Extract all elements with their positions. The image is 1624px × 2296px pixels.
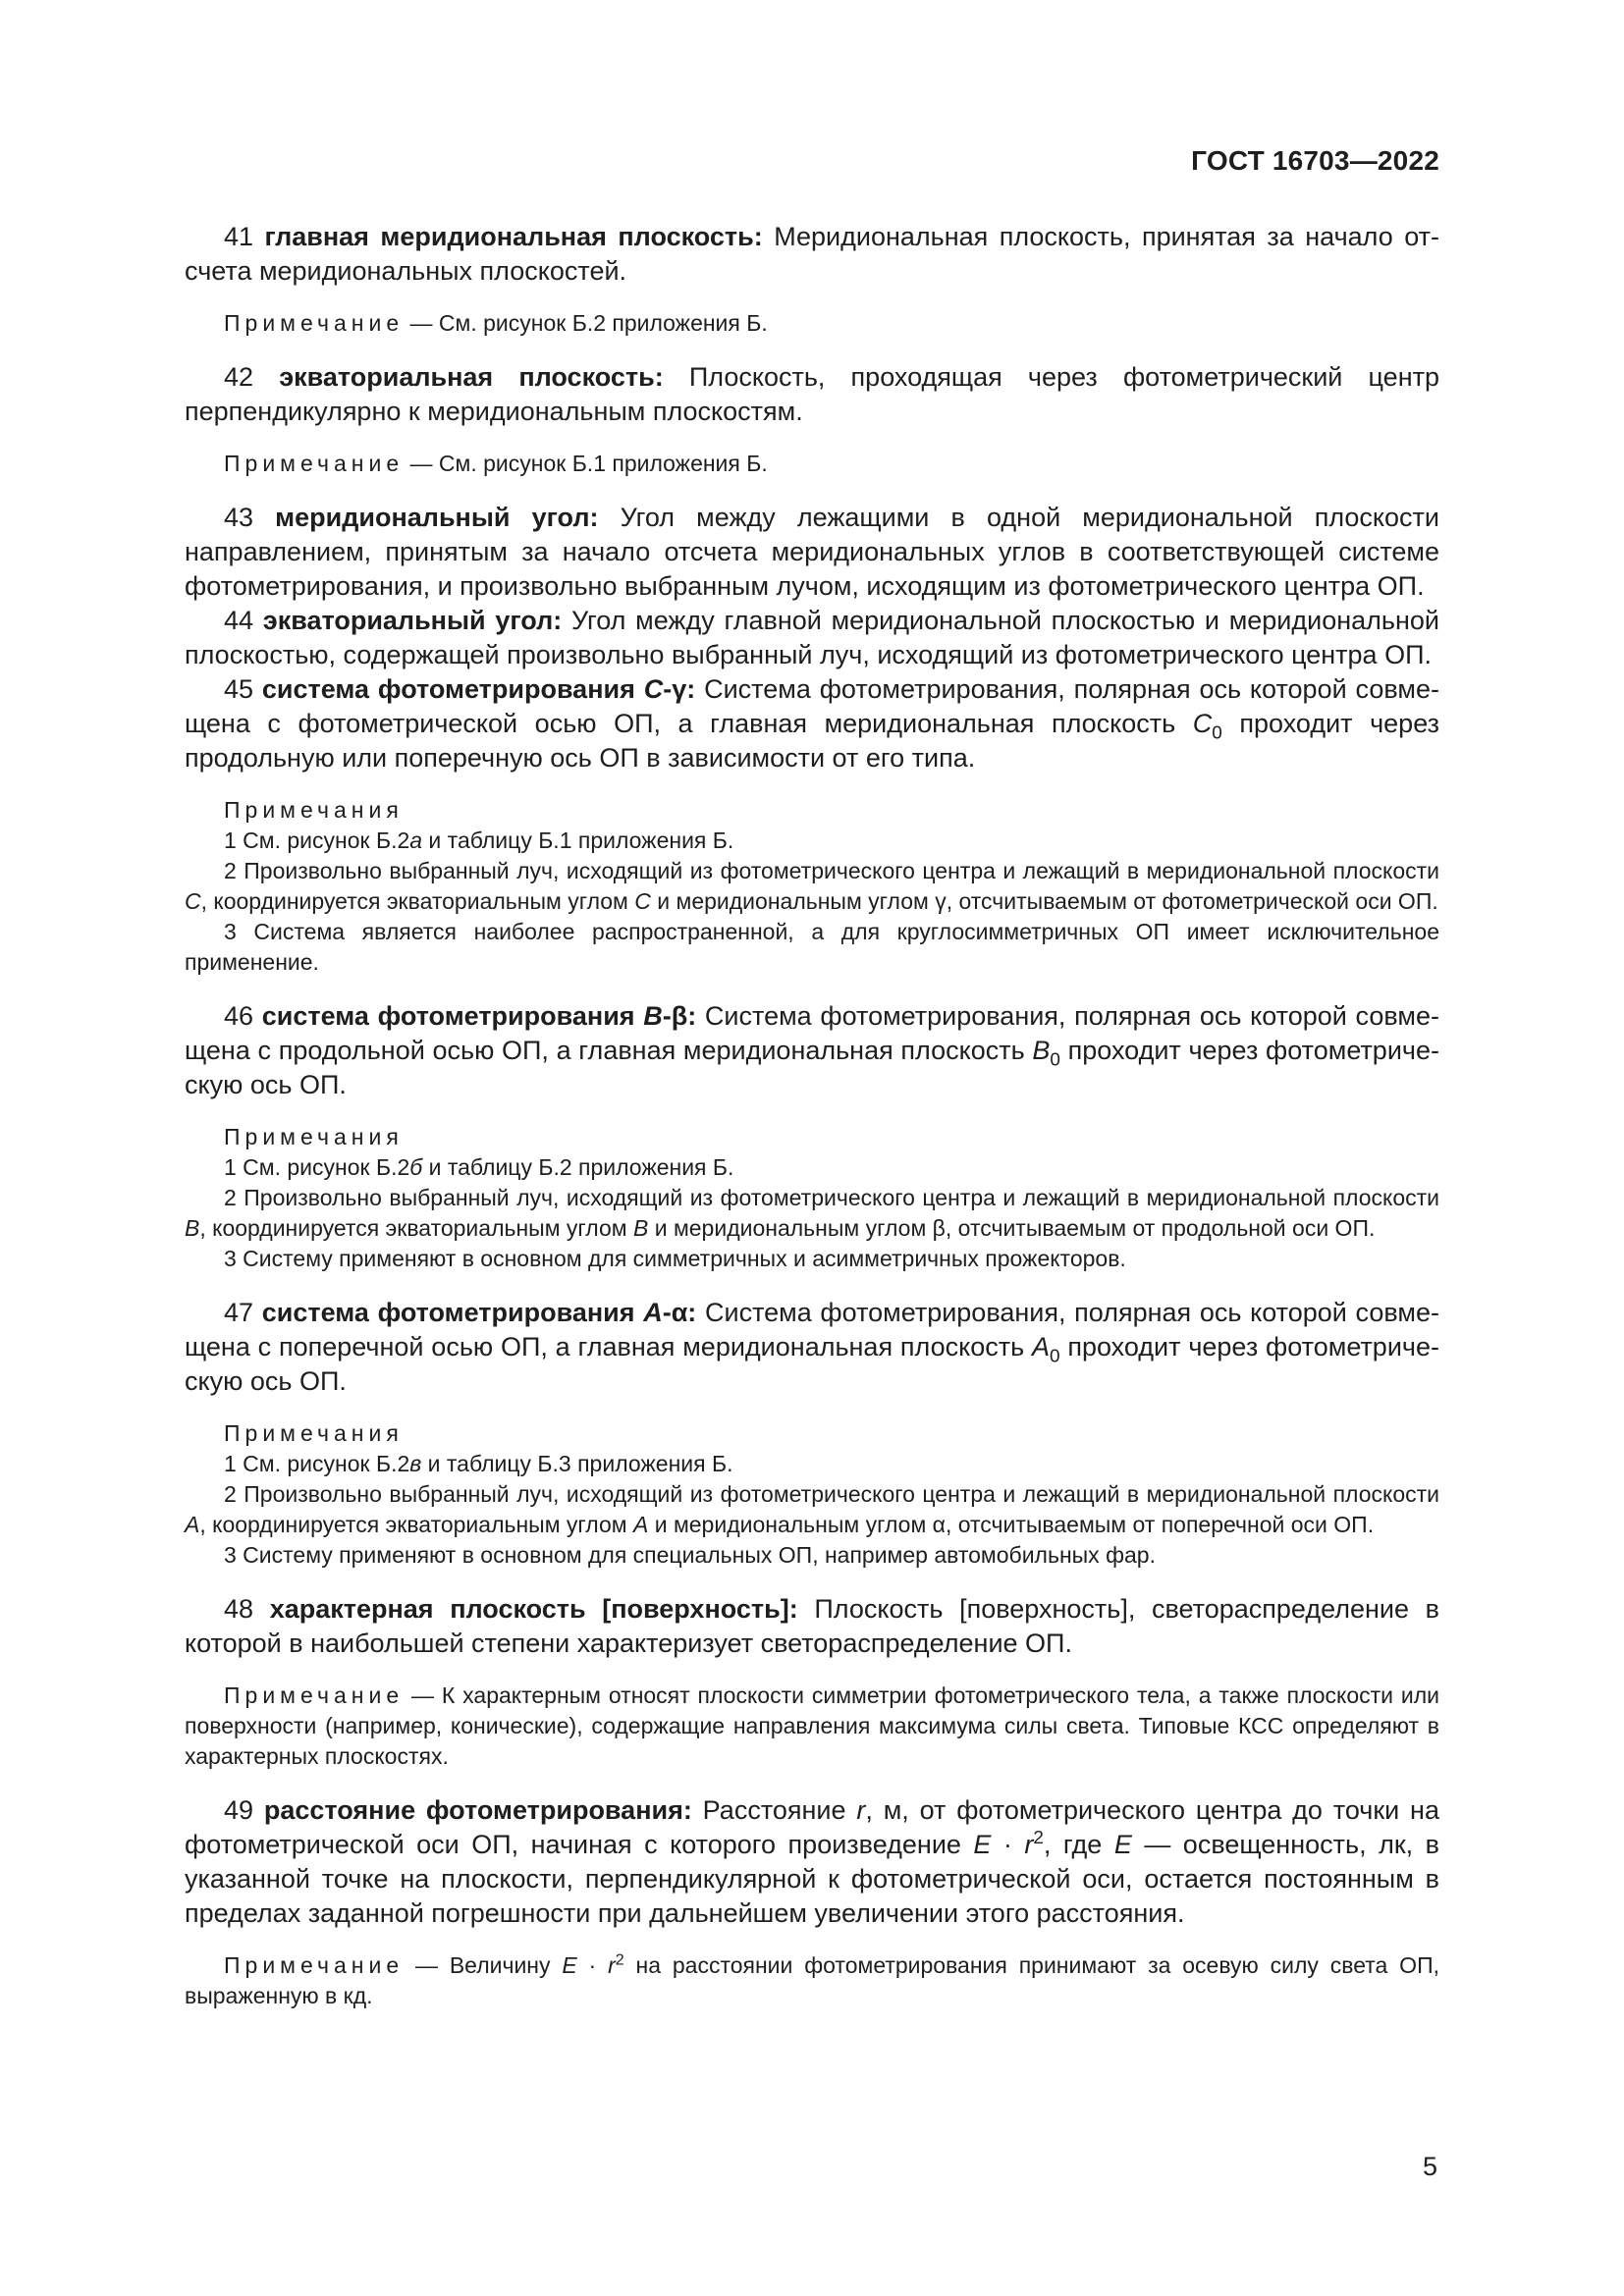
note	[185, 1950, 1439, 2011]
note-item: 1 См. рисунок Б.2а и таблицу Б.1 приложения Б.	[224, 828, 734, 853]
note-item: 3 Система является наиболее распространенной, а для круглосимметричных ОП имеет исключительное применение.	[185, 919, 1439, 975]
notes-label: Примечания	[224, 1124, 404, 1149]
notes-block	[185, 1418, 1439, 1571]
note-label: Примечание	[224, 310, 405, 336]
note-label: Примечание	[224, 451, 405, 476]
note-label: Примечание	[224, 1952, 405, 1978]
note-item: 2 Произвольно выбранный луч, исходящий из фотометрического центра и лежащий в меридиональной плоскости С, координируется экваториальным углом С и меридиональным углом γ, отсчитываемым от фотометрической оси ОП.	[185, 858, 1439, 914]
term-definition: 46 система фотометрирования В-β: Система фотометрирования, полярная ось которой совмещена с продольной осью ОП, а главная меридиональная плоскость $B_0$ проходит через фотометрическую ось ОП.	[185, 1001, 1439, 1099]
term-definition: 47 система фотометрирования А-α: Система фотометрирования, полярная ось которой совмещена с поперечной осью ОП, а главная меридиональная плоскость $A_0$ проходит через фотометрическую ось ОП.	[185, 1298, 1439, 1396]
note-item: 2 Произвольно выбранный луч, исходящий из фотометрического центра и лежащий в меридиональной плоскости В, координируется экваториальным углом В и меридиональным углом β, отсчитываемым от продольной оси ОП.	[185, 1185, 1439, 1241]
notes-label: Примечания	[224, 1420, 404, 1446]
term-definition: 43 меридиональный угол: Угол между лежащими в одной меридиональной плоскости направлением, принятым за начало отсчета меридиональных углов в соответствующей системе фотометрирования, и произвольно выбранным лучом, исходящим из фотометрического центра ОП.	[185, 503, 1439, 601]
term-definition: 41 главная меридиональная плоскость: Меридиональная плоскость, принятая за начало отсчета меридиональных плоскостей.	[185, 222, 1440, 286]
note	[185, 449, 1439, 479]
note-text: — См. рисунок Б.2 приложения Б.	[404, 310, 768, 336]
notes-label: Примечания	[224, 797, 404, 823]
note-item: 2 Произвольно выбранный луч, исходящий из фотометрического центра и лежащий в меридиональной плоскости А, координируется экваториальным углом А и меридиональным углом α, отсчитываемым от поперечной оси ОП.	[185, 1481, 1439, 1537]
note-item: 3 Систему применяют в основном для симметричных и асимметричных прожекторов.	[224, 1246, 1126, 1271]
note-item: 3 Систему применяют в основном для специальных ОП, например автомобильных фар.	[224, 1542, 1156, 1568]
note-item: 1 См. рисунок Б.2в и таблицу Б.3 приложения Б.	[224, 1451, 733, 1476]
term-definition: 48 характерная плоскость [поверхность]: Плоскость [поверхность], светораспределение в которой в наибольшей степени характеризует светораспределение ОП.	[185, 1594, 1439, 1658]
term-definition: 42 экваториальная плоскость: Плоскость, проходящая через фотометрический центр перпендикулярно к меридиональным плоскостям.	[185, 362, 1439, 426]
notes-block	[185, 1122, 1439, 1274]
note-label: Примечание	[224, 1682, 405, 1708]
notes-block	[185, 795, 1439, 978]
document-body	[185, 220, 1439, 2011]
note	[185, 1681, 1439, 1772]
note-text: — Величину $E \cdot r^2$ на расстоянии фотометрирования принимают за осевую силу света ОП, выраженную в кд.	[185, 1950, 1439, 2008]
term-definition: 45 система фотометрирования С-γ: Система фотометрирования, полярная ось которой совмещена с фотометрической осью ОП, а главная меридиональная плоскость $C_0$ проходит через продольную или поперечную ось ОП в зависимости от его типа.	[185, 674, 1439, 773]
term-definition: 49 расстояние фотометрирования: Расстояние r, м, от фотометрического центра до точки на фотометрической оси ОП, начиная с которого произведение $E \cdot r^2$, где E — освещенность, лк, в указанной точке на плоскости, перпендикулярной к фотометрической оси, остается постоянным в пределах заданной погрешности при дальнейшем увеличении этого расстояния.	[185, 1795, 1439, 1928]
note-item: 1 См. рисунок Б.2б и таблицу Б.2 приложения Б.	[224, 1154, 734, 1180]
note	[185, 308, 1439, 339]
term-definition: 44 экваториальный угол: Угол между главной меридиональной плоскостью и меридиональной плоскостью, содержащей произвольно выбранный луч, исходящий из фотометрического центра ОП.	[185, 606, 1439, 669]
note-text: — К характерным относят плоскости симметрии фотометрического тела, а также плоскости или поверхности (например, конические), содержащие направления максимума силы света. Типовые КСС определяют в характерных плоскостях.	[185, 1682, 1439, 1769]
page-number: 5	[1422, 2152, 1437, 2181]
note-text: — См. рисунок Б.1 приложения Б.	[404, 451, 768, 476]
standard-designation: ГОСТ 16703—2022	[1191, 145, 1439, 176]
